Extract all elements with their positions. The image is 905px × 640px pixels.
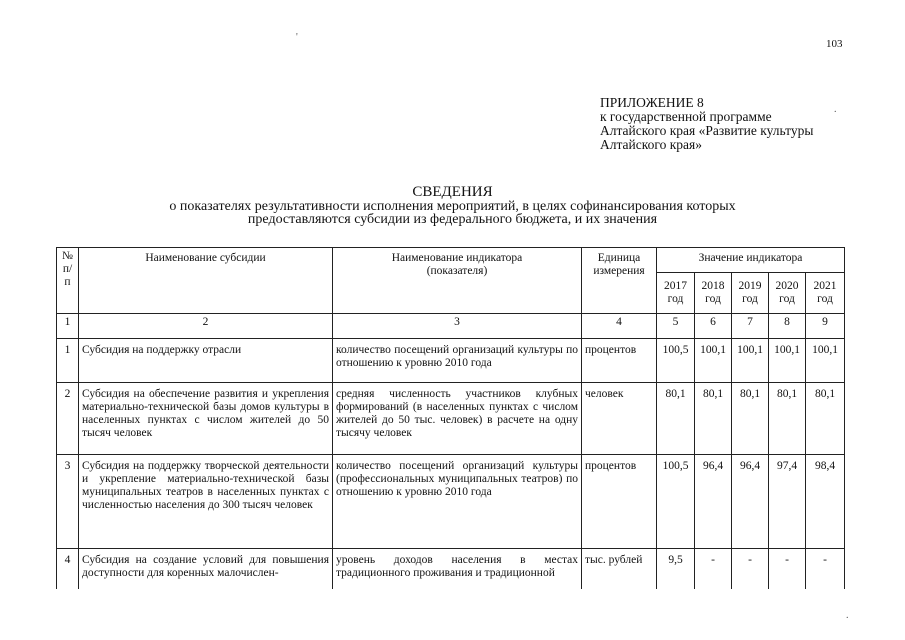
row-num: 3 [57, 455, 79, 549]
row-num: 2 [57, 383, 79, 455]
row-subsidy: Субсидия на поддержку отрасли [79, 339, 333, 383]
header-value-group: Значение индикатора [657, 248, 845, 273]
row-value: 100,1 [732, 339, 769, 383]
title-line: предоставляются субсидии из федерального бюджета, и их значения [247, 212, 658, 227]
title-heading: СВЕДЕНИЯ [412, 184, 493, 200]
row-subsidy: Субсидия на обеспечение развития и укрепления материально-технической базы домов культуры в населенных пунктах с числом жителей до 50 тысяч человек [79, 383, 333, 455]
header-num: № п/п [57, 248, 79, 314]
column-number: 9 [806, 314, 845, 339]
row-value: - [732, 549, 769, 590]
row-value: 100,1 [769, 339, 806, 383]
appendix-header [600, 96, 813, 152]
row-indicator: средняя численность участников клубных формирований (в населенных пунктах с числом жителей до 50 тыс. человек) в расчете на одну тысячу человек [333, 383, 582, 455]
header-year: 2017 год [657, 273, 695, 314]
table-row [57, 455, 845, 549]
row-subsidy: Субсидия на создание условий для повышения доступности для коренных малочислен- [79, 549, 333, 590]
header-indicator: Наименование индикатора (показателя) [333, 248, 582, 314]
header-year: 2018 год [695, 273, 732, 314]
row-value: 80,1 [769, 383, 806, 455]
row-unit: человек [582, 383, 657, 455]
row-value: 80,1 [732, 383, 769, 455]
row-indicator: количество посещений организаций культуры (профессиональных муниципальных театров) по отношению к уровню 2010 года [333, 455, 582, 549]
row-value: - [695, 549, 732, 590]
table-row [57, 549, 845, 590]
row-indicator: количество посещений организаций культуры по отношению к уровню 2010 года [333, 339, 582, 383]
row-value: - [769, 549, 806, 590]
column-number: 3 [333, 314, 582, 339]
scan-speck: . [846, 610, 849, 621]
row-value: 97,4 [769, 455, 806, 549]
row-value: 9,5 [657, 549, 695, 590]
table-row [57, 383, 845, 455]
column-number: 6 [695, 314, 732, 339]
scan-speck: ' [296, 32, 298, 43]
title-line: о показателях результативности исполнения мероприятий, в целях софинансирования которых [169, 199, 736, 214]
row-value: 98,4 [806, 455, 845, 549]
row-value: 100,1 [806, 339, 845, 383]
document-title [0, 186, 905, 226]
page-number: 103 [826, 38, 843, 50]
row-unit: процентов [582, 455, 657, 549]
header-subsidy: Наименование субсидии [79, 248, 333, 314]
row-value: 100,5 [657, 339, 695, 383]
row-unit: процентов [582, 339, 657, 383]
column-number: 7 [732, 314, 769, 339]
header-unit: Единица измерения [582, 248, 657, 314]
row-value: 100,5 [657, 455, 695, 549]
column-number-row [57, 314, 845, 339]
appendix-line: Алтайского края «Развитие культуры [600, 123, 814, 138]
appendix-line: ПРИЛОЖЕНИЕ 8 [600, 95, 704, 110]
row-value: 80,1 [695, 383, 732, 455]
row-value: - [806, 549, 845, 590]
row-value: 80,1 [806, 383, 845, 455]
row-num: 1 [57, 339, 79, 383]
scan-speck: . [834, 104, 837, 115]
column-number: 5 [657, 314, 695, 339]
appendix-line: Алтайского края» [600, 137, 702, 152]
table-header-row [57, 248, 845, 273]
row-indicator: уровень доходов населения в местах традиционного проживания и традиционной [333, 549, 582, 590]
row-value: 100,1 [695, 339, 732, 383]
row-subsidy: Субсидия на поддержку творческой деятельности и укрепление материально-технической базы муниципальных театров в населенных пунктах с численностью населения до 300 тысяч человек [79, 455, 333, 549]
column-number: 4 [582, 314, 657, 339]
row-num: 4 [57, 549, 79, 590]
row-unit: тыс. рублей [582, 549, 657, 590]
header-year: 2019 год [732, 273, 769, 314]
row-value: 96,4 [732, 455, 769, 549]
appendix-line: к государственной программе [600, 109, 772, 124]
column-number: 2 [79, 314, 333, 339]
table-row [57, 339, 845, 383]
header-year: 2020 год [769, 273, 806, 314]
row-value: 80,1 [657, 383, 695, 455]
column-number: 1 [57, 314, 79, 339]
column-number: 8 [769, 314, 806, 339]
indicators-table [56, 247, 845, 589]
header-year: 2021 год [806, 273, 845, 314]
row-value: 96,4 [695, 455, 732, 549]
